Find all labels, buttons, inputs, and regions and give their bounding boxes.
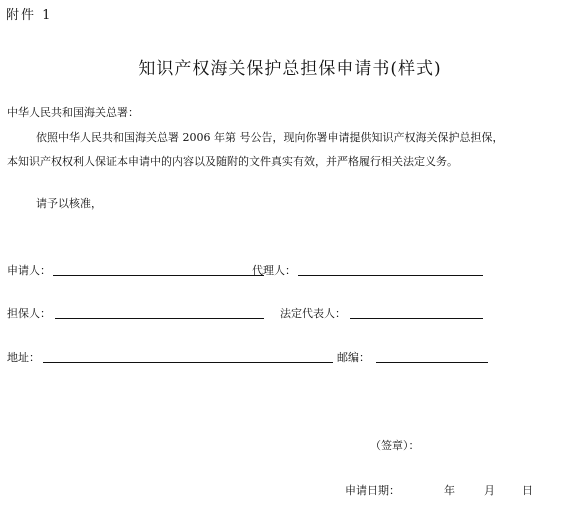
- month-label: 月: [484, 484, 495, 497]
- applicant-label: 申请人：: [7, 264, 51, 277]
- applicant-field[interactable]: [53, 275, 264, 276]
- legal-representative-field[interactable]: [350, 318, 483, 319]
- postcode-field[interactable]: [376, 362, 488, 363]
- address-field[interactable]: [43, 362, 333, 363]
- agent-field[interactable]: [298, 275, 483, 276]
- signature-seal-label: （签章）：: [370, 439, 420, 452]
- approval-request: 请予以核准，: [36, 197, 102, 210]
- form-title: 知识产权海关保护总担保申请书(样式): [138, 59, 442, 79]
- postcode-label: 邮编：: [337, 351, 370, 364]
- statement-paragraph-2: 本知识产权权利人保证本申请中的内容以及随附的文件真实有效，并严格履行相关法定义务。: [7, 155, 458, 168]
- guarantor-label: 担保人：: [7, 307, 51, 320]
- statement-paragraph-1: 依照中华人民共和国海关总署 2006 年第 号公告，现向你署申请提供知识产权海关保护总担保，: [36, 131, 504, 144]
- guarantor-field[interactable]: [55, 318, 264, 319]
- day-label: 日: [522, 484, 533, 497]
- year-label: 年: [444, 484, 455, 497]
- application-date-label: 申请日期：: [345, 484, 400, 497]
- legal-representative-label: 法定代表人：: [280, 307, 346, 320]
- address-label: 地址：: [7, 351, 40, 364]
- agent-label: 代理人：: [252, 264, 296, 277]
- addressee: 中华人民共和国海关总署：: [7, 106, 139, 119]
- attachment-label: 附件 1: [6, 8, 53, 23]
